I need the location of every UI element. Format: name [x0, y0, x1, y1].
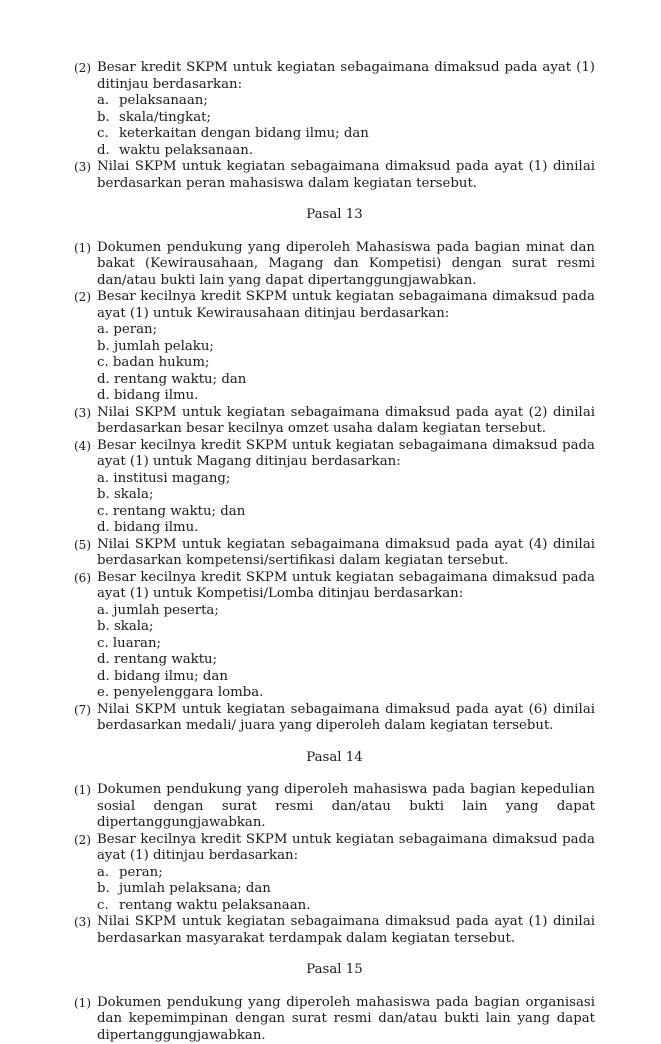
clause-number: (6)	[74, 570, 91, 587]
sub-item-text: skala/tingkat;	[119, 110, 211, 125]
sub-item-text: waktu pelaksanaan.	[119, 143, 253, 158]
pasal-section	[74, 962, 595, 1044]
sub-item-marker: c.	[97, 636, 109, 651]
clause-item	[74, 438, 595, 537]
sub-item-text: badan hukum;	[113, 355, 210, 370]
clause-number: (1)	[74, 995, 91, 1012]
sub-item	[97, 355, 595, 372]
sub-item	[97, 143, 595, 160]
clause-number: (4)	[74, 438, 91, 455]
clause-text: Nilai SKPM untuk kegiatan sebagaimana dimaksud pada ayat (1) dinilai berdasarkan masyarakat terdampak dalam kegiatan tersebut.	[97, 914, 595, 946]
sub-item-marker: a.	[97, 865, 109, 882]
sub-item-marker: a.	[97, 471, 109, 486]
sub-item-marker: b.	[97, 339, 110, 354]
clause-number: (1)	[74, 240, 91, 257]
sub-item-text: bidang ilmu.	[114, 520, 198, 535]
sub-item	[97, 603, 595, 620]
sub-item-text: luaran;	[113, 636, 161, 651]
clause-number: (7)	[74, 702, 91, 719]
sub-item-text: penyelenggara lomba.	[113, 685, 263, 700]
sub-item-text: peran;	[119, 865, 163, 880]
sub-item	[97, 110, 595, 127]
clause-text: Besar kredit SKPM untuk kegiatan sebagaimana dimaksud pada ayat (1) ditinjau berdasarkan:	[97, 60, 595, 92]
clause-number: (2)	[74, 832, 91, 849]
sub-item-marker: d.	[97, 143, 110, 160]
clause-text: Besar kecilnya kredit SKPM untuk kegiatan sebagaimana dimaksud pada ayat (1) untuk Kewirausahaan ditinjau berdasarkan:	[97, 289, 595, 321]
sub-item	[97, 685, 595, 702]
clause-text: Nilai SKPM untuk kegiatan sebagaimana dimaksud pada ayat (2) dinilai berdasarkan besar kecilnya omzet usaha dalam kegiatan tersebut.	[97, 405, 595, 437]
sub-item	[97, 619, 595, 636]
sub-item	[97, 339, 595, 356]
sub-item-marker: d.	[97, 652, 110, 667]
sub-item-marker: c.	[97, 898, 109, 915]
sub-item-text: rentang waktu;	[114, 652, 217, 667]
sub-item	[97, 487, 595, 504]
clause-item	[74, 702, 595, 735]
sub-item-marker: c.	[97, 126, 109, 143]
sub-item-text: jumlah pelaksana; dan	[119, 881, 271, 896]
clause-text: Dokumen pendukung yang diperoleh Mahasiswa pada bagian minat dan bakat (Kewirausahaan, Magang dan Kompetisi) dengan surat resmi dan/atau bukti lain yang dapat dipertanggungjawabkan.	[97, 240, 595, 288]
clause-item	[74, 832, 595, 915]
clause-item	[74, 289, 595, 405]
clause-item	[74, 159, 595, 192]
sub-item	[97, 898, 595, 915]
sub-item	[97, 865, 595, 882]
sub-item	[97, 322, 595, 339]
sub-item	[97, 669, 595, 686]
clause-text: Dokumen pendukung yang diperoleh mahasiswa pada bagian kepedulian sosial dengan surat resmi dan/atau bukti lain yang dapat dipertanggungjawabkan.	[97, 782, 595, 830]
sub-item-marker: d.	[97, 669, 110, 684]
sub-item-marker: b.	[97, 881, 110, 898]
sub-item	[97, 652, 595, 669]
clause-number: (2)	[74, 60, 91, 77]
clause-item	[74, 537, 595, 570]
sub-item-marker: b.	[97, 619, 110, 634]
pasal-section	[74, 207, 595, 735]
sub-item	[97, 126, 595, 143]
sub-item-marker: e.	[97, 685, 109, 700]
sub-item	[97, 520, 595, 537]
sub-item-text: pelaksanaan;	[119, 93, 208, 108]
sub-item-text: skala;	[114, 487, 153, 502]
sub-item-text: rentang waktu; dan	[113, 504, 245, 519]
sub-item-text: bidang ilmu; dan	[114, 669, 228, 684]
sub-item-text: jumlah pelaku;	[114, 339, 214, 354]
sub-item	[97, 93, 595, 110]
clause-item	[74, 570, 595, 702]
sub-item-text: rentang waktu pelaksanaan.	[119, 898, 310, 913]
pasal-heading: Pasal 15	[74, 962, 595, 979]
sub-item	[97, 388, 595, 405]
pasal-heading: Pasal 14	[74, 750, 595, 767]
clause-text: Besar kecilnya kredit SKPM untuk kegiatan sebagaimana dimaksud pada ayat (1) untuk Magang ditinjau berdasarkan:	[97, 438, 595, 470]
clause-item	[74, 995, 595, 1044]
sub-item-text: keterkaitan dengan bidang ilmu; dan	[119, 126, 369, 141]
clause-item	[74, 405, 595, 438]
sub-item-text: institusi magang;	[113, 471, 230, 486]
clause-number: (3)	[74, 914, 91, 931]
sub-item-marker: b.	[97, 487, 110, 502]
sub-item-marker: b.	[97, 110, 110, 127]
sub-item-text: jumlah peserta;	[113, 603, 218, 618]
clause-number: (5)	[74, 537, 91, 554]
clause-item	[74, 240, 595, 290]
sub-item	[97, 881, 595, 898]
clause-text: Besar kecilnya kredit SKPM untuk kegiatan sebagaimana dimaksud pada ayat (1) untuk Kompetisi/Lomba ditinjau berdasarkan:	[97, 570, 595, 602]
sub-item-text: rentang waktu; dan	[114, 372, 246, 387]
sub-item-marker: d.	[97, 520, 110, 535]
sub-item-marker: d.	[97, 388, 110, 403]
clause-number: (1)	[74, 782, 91, 799]
clause-text: Nilai SKPM untuk kegiatan sebagaimana dimaksud pada ayat (6) dinilai berdasarkan medali/ juara yang diperoleh dalam kegiatan tersebut.	[97, 702, 595, 734]
clause-number: (3)	[74, 159, 91, 176]
sub-item-marker: d.	[97, 372, 110, 387]
sub-item	[97, 504, 595, 521]
clause-text: Dokumen pendukung yang diperoleh mahasiswa pada bagian organisasi dan kepemimpinan dengan surat resmi dan/atau bukti lain yang dapat dipertanggungjawabkan.	[97, 995, 595, 1043]
pasal-section	[74, 750, 595, 948]
clause-item	[74, 914, 595, 947]
sub-item	[97, 372, 595, 389]
sub-item-text: skala;	[114, 619, 153, 634]
sub-item	[97, 471, 595, 488]
clause-item	[74, 60, 595, 159]
pasal-section	[74, 60, 595, 192]
document-body	[74, 60, 595, 1044]
sub-item	[97, 636, 595, 653]
clause-text: Nilai SKPM untuk kegiatan sebagaimana dimaksud pada ayat (4) dinilai berdasarkan kompetensi/sertifikasi dalam kegiatan tersebut.	[97, 537, 595, 569]
clause-text: Nilai SKPM untuk kegiatan sebagaimana dimaksud pada ayat (1) dinilai berdasarkan peran mahasiswa dalam kegiatan tersebut.	[97, 159, 595, 191]
sub-item-text: peran;	[113, 322, 157, 337]
sub-item-marker: c.	[97, 504, 109, 519]
clause-item	[74, 782, 595, 832]
pasal-heading: Pasal 13	[74, 207, 595, 224]
sub-item-marker: a.	[97, 93, 109, 110]
clause-text: Besar kecilnya kredit SKPM untuk kegiatan sebagaimana dimaksud pada ayat (1) ditinjau berdasarkan:	[97, 832, 595, 864]
clause-number: (2)	[74, 289, 91, 306]
sub-item-marker: a.	[97, 322, 109, 337]
sub-item-marker: a.	[97, 603, 109, 618]
sub-item-text: bidang ilmu.	[114, 388, 198, 403]
clause-number: (3)	[74, 405, 91, 422]
sub-item-marker: c.	[97, 355, 109, 370]
